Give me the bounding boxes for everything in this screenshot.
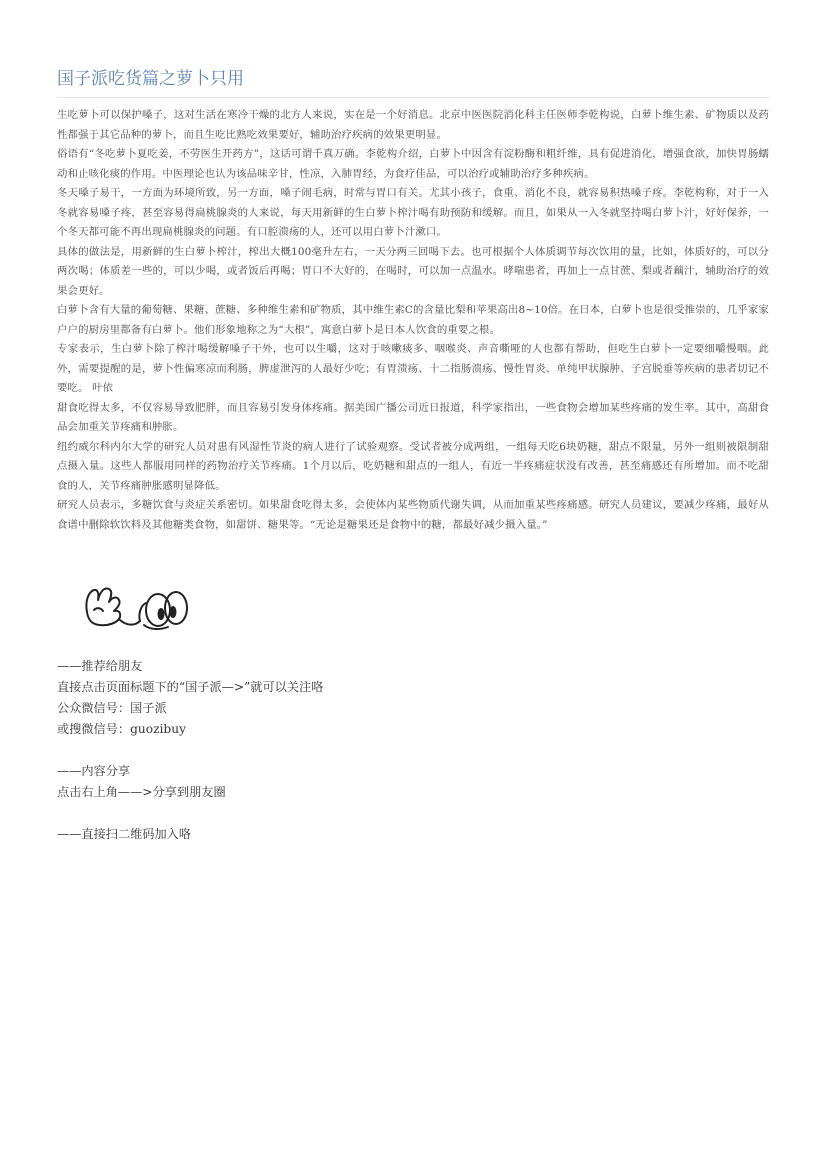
article-paragraph: 专家表示，生白萝卜除了榨汁喝缓解嗓子干外，也可以生嚼，这对于咳嗽痰多、咽喉炎、声音嘶哑的人也都有帮助，但吃生白萝卜一定要细嚼慢咽。此外，需要提醒的是，萝卜性偏寒凉而利肠，脾虚泄泻的人最好少吃；有胃溃疡、十二指肠溃疡、慢性胃炎、单纯甲状腺肿、子宫脱垂等疾病的患者切记不要吃。 叶依 — [57, 343, 769, 394]
article-paragraph: 冬天嗓子易干，一方面为环境所致，另一方面，嗓子闹毛病，时常与胃口有关。尤其小孩子，食重、消化不良，就容易积热嗓子疼。李乾构称，对于一入冬就容易嗓子疼，甚至容易得扁桃腺炎的人来说，每天用新鲜的生白萝卜榨汁喝有助预防和缓解。而且，如果从一入冬就坚持喝白萝卜汁，好好保养，一个冬天都可能不再出现扁桃腺炎的问题。有口腔溃疡的人，还可以用白萝卜汁漱口。 — [57, 187, 769, 238]
article-paragraph: 具体的做法是，用新鲜的生白萝卜榨汁，榨出大概100毫升左右，一天分两三回喝下去。也可根据个人体质调节每次饮用的量，比如，体质好的，可以分两次喝；体质差一些的，可以少喝，或者饭后再喝；胃口不大好的，在喝时，可以加一点温水。哮喘患者，再加上一点甘蔗、梨或者藕汁，辅助治疗的效果会更好。 — [57, 245, 769, 297]
share-heading: ——内容分享 — [57, 764, 131, 778]
title-divider — [57, 97, 769, 98]
article-title: 国子派吃货篇之萝卜只用 — [57, 69, 244, 89]
qr-hint: ——直接扫二维码加入咯 — [57, 827, 192, 841]
article-footer — [57, 656, 769, 845]
article-paragraph: 纽约威尔科内尔大学的研究人员对患有风湿性节炎的病人进行了试验观察。受试者被分成两组，一组每天吃6块奶糖，甜点不限量，另外一组则被限制甜点摄入量。这些人都服用同样的药物治疗关节疼痛。1个月以后，吃奶糖和甜点的一组人，有近一半疼痛症状没有改善，甚至痛感还有所增加。而不吃甜食的人，关节疼痛肿胀感明显降低。 — [57, 440, 769, 492]
article-paragraph: 俗语有“冬吃萝卜夏吃姜，不劳医生开药方”，这话可谓千真万确。李乾构介绍，白萝卜中因含有淀粉酶和粗纤维，具有促进消化，增强食欲，加快胃肠蠕动和止咳化痰的作用。中医理论也认为该品味辛甘，性凉，入肺胃经，为食疗佳品，可以治疗或辅助治疗多种疾病。 — [57, 148, 769, 180]
share-hint: 点击右上角——>分享到朋友圈 — [57, 785, 226, 799]
wechat-account: 公众微信号：国子派 — [57, 701, 167, 715]
wechat-search-id: 或搜微信号：guozibuy — [57, 722, 186, 736]
follow-hint: 直接点击页面标题下的“国子派—>”就可以关注咯 — [57, 680, 324, 694]
article-paragraph: 甜食吃得太多，不仅容易导致肥胖，而且容易引发身体疼痛。据美国广播公司近日报道，科学家指出，一些食物会增加某些疼痛的发生率。其中，高甜食品会加重关节疼痛和肿胀。 — [57, 401, 769, 433]
recommend-heading: ——推荐给朋友 — [57, 659, 143, 673]
article-paragraph: 白萝卜含有大量的葡萄糖、果糖、蔗糖、多种维生素和矿物质，其中维生素C的含量比梨和苹果高出8~10倍。在日本，白萝卜也是很受推崇的，几乎家家户户的厨房里都备有白萝卜。他们形象地称之为“大根”，寓意白萝卜是日本人饮食的重要之根。 — [57, 304, 769, 336]
article-paragraph: 生吃萝卜可以保护嗓子，这对生活在寒冷干燥的北方人来说，实在是一个好消息。北京中医医院消化科主任医师李乾构说，白萝卜维生素、矿物质以及药性都强于其它品种的萝卜，而且生吃比熟吃效果要好，辅助治疗疾病的效果更明显。 — [57, 109, 769, 141]
hand-and-eyes-doodle — [80, 582, 190, 640]
article-body — [57, 106, 769, 535]
article-paragraph: 研究人员表示，多糖饮食与炎症关系密切。如果甜食吃得太多，会使体内某些物质代谢失调，从而加重某些疼痛感。研究人员建议，要减少疼痛，最好从食谱中删除软饮料及其他糖类食物，如甜饼、糖果等。“无论是糖果还是食物中的糖，都最好减少摄入量。” — [57, 499, 769, 531]
